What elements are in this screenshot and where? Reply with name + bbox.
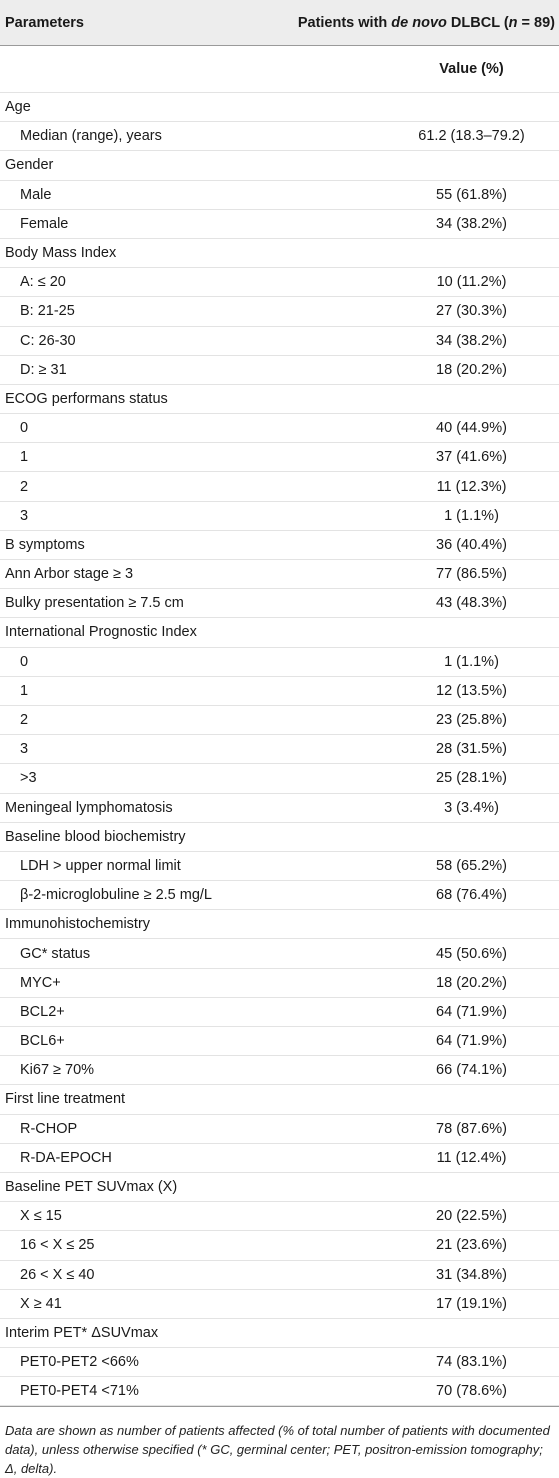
row-label: Interim PET* ΔSUVmax <box>5 1324 159 1341</box>
row-label: R-CHOP <box>20 1120 78 1137</box>
row-value: 34 (38.2%) <box>436 215 507 232</box>
row-value: 17 (19.1%) <box>436 1295 507 1312</box>
table-row <box>0 969 559 998</box>
row-label: Male <box>20 186 52 203</box>
table-row <box>0 1027 559 1056</box>
row-label: Baseline blood biochemistry <box>5 828 186 845</box>
row-value: 43 (48.3%) <box>436 595 507 612</box>
row-value: 25 (28.1%) <box>436 770 507 787</box>
row-value: 64 (71.9%) <box>436 1033 507 1050</box>
header-italic: de novo <box>391 14 447 31</box>
table-row <box>0 1056 559 1085</box>
row-label: Body Mass Index <box>5 245 117 262</box>
row-value: 18 (20.2%) <box>436 974 507 991</box>
table-row <box>0 677 559 706</box>
table-row <box>0 735 559 764</box>
row-value: 78 (87.6%) <box>436 1120 507 1137</box>
row-value: 37 (41.6%) <box>436 449 507 466</box>
table-row <box>0 502 559 531</box>
row-label: PET0-PET2 <66% <box>20 1354 139 1371</box>
table-row <box>0 1085 559 1114</box>
table-row <box>0 648 559 677</box>
table-row <box>0 239 559 268</box>
table-row <box>0 1173 559 1202</box>
row-value: 70 (78.6%) <box>436 1383 507 1400</box>
row-value: 20 (22.5%) <box>436 1208 507 1225</box>
table-row <box>0 560 559 589</box>
row-label: A: ≤ 20 <box>20 274 66 291</box>
row-label: B symptoms <box>5 536 85 553</box>
table-row <box>0 297 559 326</box>
row-value: 31 (34.8%) <box>436 1266 507 1283</box>
row-label: Ki67 ≥ 70% <box>20 1062 95 1079</box>
table-body <box>0 93 559 1407</box>
row-label: International Prognostic Index <box>5 624 197 641</box>
row-value: 64 (71.9%) <box>436 1003 507 1020</box>
table-row <box>0 998 559 1027</box>
row-value: 77 (86.5%) <box>436 566 507 583</box>
table-row <box>0 1231 559 1260</box>
header-suffix: = 89) <box>517 14 555 31</box>
table-row <box>0 1319 559 1348</box>
table-row <box>0 618 559 647</box>
row-value: 23 (25.8%) <box>436 712 507 729</box>
table-row <box>0 1115 559 1144</box>
row-value: 66 (74.1%) <box>436 1062 507 1079</box>
row-value: 21 (23.6%) <box>436 1237 507 1254</box>
table-row <box>0 181 559 210</box>
table-row <box>0 939 559 968</box>
table-row <box>0 881 559 910</box>
header-mid: DLBCL ( <box>446 14 509 31</box>
row-label: Immunohistochemistry <box>5 916 151 933</box>
table-row <box>0 356 559 385</box>
table-row <box>0 1144 559 1173</box>
row-label: Median (range), years <box>20 128 162 145</box>
row-value: 36 (40.4%) <box>436 536 507 553</box>
row-label: 16 < X ≤ 25 <box>20 1237 95 1254</box>
row-value: 28 (31.5%) <box>436 741 507 758</box>
row-value: 40 (44.9%) <box>436 420 507 437</box>
table-row <box>0 589 559 618</box>
table-row <box>0 414 559 443</box>
row-label: 1 <box>20 682 29 699</box>
row-label: First line treatment <box>5 1091 126 1108</box>
row-value: 12 (13.5%) <box>436 682 507 699</box>
table-row <box>0 764 559 793</box>
row-value: 45 (50.6%) <box>436 945 507 962</box>
row-value: 1 (1.1%) <box>444 507 499 524</box>
table-row <box>0 794 559 823</box>
row-label: B: 21-25 <box>20 303 75 320</box>
header-parameters: Parameters <box>5 14 84 31</box>
header-n: n <box>508 14 518 31</box>
row-label: 3 <box>20 741 29 758</box>
table-row <box>0 1261 559 1290</box>
row-value: 11 (12.3%) <box>436 478 507 495</box>
row-label: 2 <box>20 478 29 495</box>
table-row <box>0 443 559 472</box>
row-value: 55 (61.8%) <box>436 186 507 203</box>
row-value: 11 (12.4%) <box>436 1149 507 1166</box>
row-label: X ≤ 15 <box>20 1208 62 1225</box>
table-row <box>0 1202 559 1231</box>
table-row <box>0 472 559 501</box>
table-row <box>0 151 559 180</box>
row-label: BCL2+ <box>20 1003 65 1020</box>
value-header-row <box>0 46 559 93</box>
row-label: 0 <box>20 420 29 437</box>
row-value: 27 (30.3%) <box>436 303 507 320</box>
header-prefix: Patients with <box>297 14 392 31</box>
header-patients <box>298 15 559 31</box>
table-row <box>0 823 559 852</box>
table-footnote: Data are shown as number of patients affected (% of total number of patients with documented data), unless otherwise specified (* GC, germinal center; PET, positron-emission tomography; Δ, delta). <box>5 1423 550 1477</box>
row-label: BCL6+ <box>20 1033 65 1050</box>
row-label: β-2-microglobuline ≥ 2.5 mg/L <box>20 887 212 904</box>
row-value: 10 (11.2%) <box>436 274 507 291</box>
row-label: MYC+ <box>20 974 61 991</box>
table-row <box>0 706 559 735</box>
row-label: Gender <box>5 157 54 174</box>
row-value: 3 (3.4%) <box>444 799 499 816</box>
row-label: GC* status <box>20 945 91 962</box>
row-label: ECOG performans status <box>5 390 168 407</box>
table-row <box>0 531 559 560</box>
row-label: 2 <box>20 712 29 729</box>
row-value: 1 (1.1%) <box>444 653 499 670</box>
table-row <box>0 210 559 239</box>
row-label: Meningeal lymphomatosis <box>5 799 173 816</box>
row-value: 34 (38.2%) <box>436 332 507 349</box>
row-value: 74 (83.1%) <box>436 1354 507 1371</box>
row-value: 68 (76.4%) <box>436 887 507 904</box>
row-label: LDH > upper normal limit <box>20 857 181 874</box>
table-row <box>0 1290 559 1319</box>
row-label: R-DA-EPOCH <box>20 1149 112 1166</box>
table-header <box>0 0 559 46</box>
row-label: Age <box>5 99 31 116</box>
table-row <box>0 1377 559 1406</box>
row-label: C: 26-30 <box>20 332 76 349</box>
table-row <box>0 122 559 151</box>
row-label: Bulky presentation ≥ 7.5 cm <box>5 595 184 612</box>
table-row <box>0 1348 559 1377</box>
table-row <box>0 93 559 122</box>
table-row <box>0 385 559 414</box>
row-value: 61.2 (18.3–79.2) <box>418 128 525 145</box>
row-label: 1 <box>20 449 29 466</box>
row-label: D: ≥ 31 <box>20 361 67 378</box>
row-value: 58 (65.2%) <box>436 857 507 874</box>
row-label: PET0-PET4 <71% <box>20 1383 139 1400</box>
table-row <box>0 268 559 297</box>
row-label: Female <box>20 215 69 232</box>
table-row <box>0 910 559 939</box>
row-label: 26 < X ≤ 40 <box>20 1266 95 1283</box>
row-label: >3 <box>20 770 37 787</box>
row-value: 18 (20.2%) <box>436 361 507 378</box>
row-label: 0 <box>20 653 29 670</box>
row-label: Ann Arbor stage ≥ 3 <box>5 566 134 583</box>
table-row <box>0 327 559 356</box>
row-label: 3 <box>20 507 29 524</box>
value-header: Value (%) <box>439 61 504 77</box>
row-label: X ≥ 41 <box>20 1295 62 1312</box>
row-label: Baseline PET SUVmax (X) <box>5 1179 178 1196</box>
table-row <box>0 852 559 881</box>
